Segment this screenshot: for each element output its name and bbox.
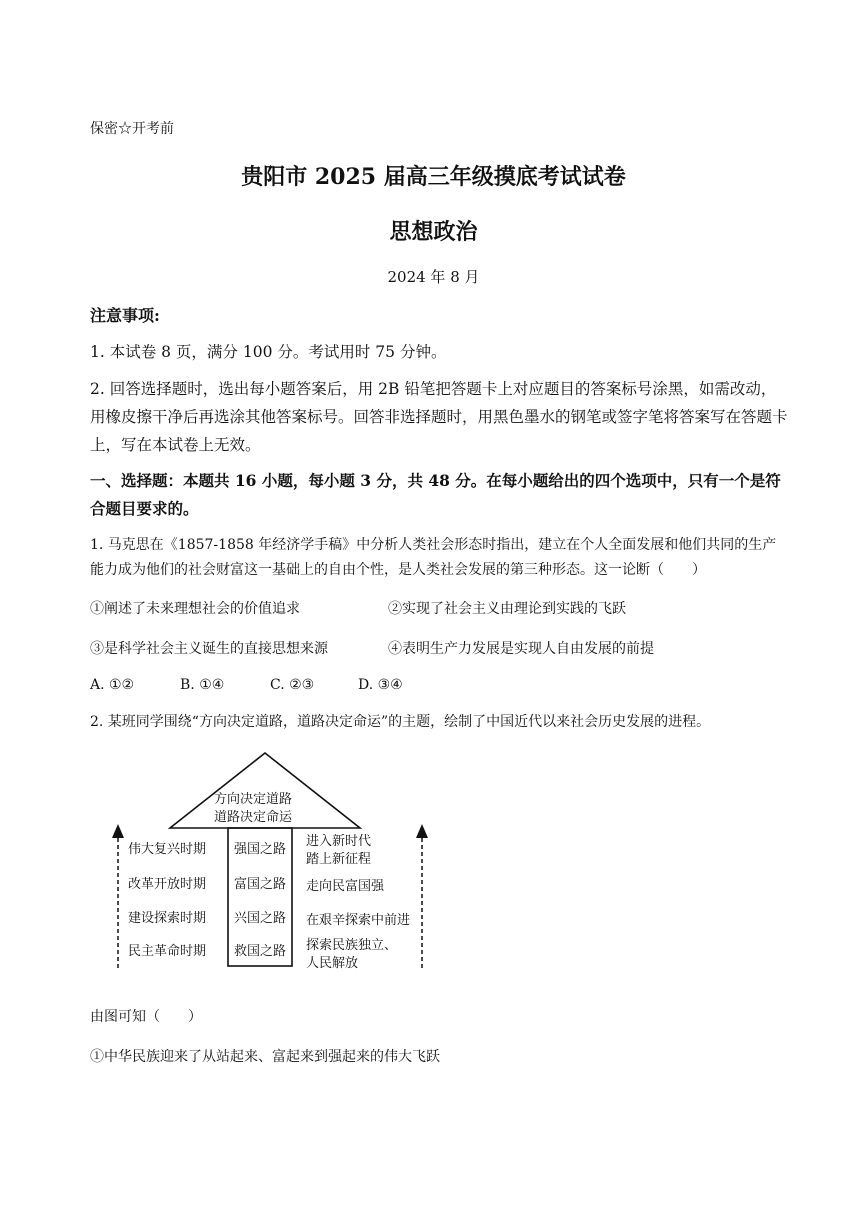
q1-option-4: ④表明生产力发展是实现人自由发展的前提 xyxy=(388,641,654,657)
q1-option-2: ②实现了社会主义由理论到实践的飞跃 xyxy=(388,601,626,617)
note-item-1: 1. 本试卷 8 页，满分 100 分。考试用时 75 分钟。 xyxy=(90,343,447,361)
exam-title: 贵阳市 2025 届高三年级摸底考试试卷 xyxy=(241,164,626,190)
period-3: 建设探索时期 xyxy=(128,911,207,926)
question-2-stem: 2. 某班同学围绕“方向决定道路，道路决定命运”的主题，绘制了中国近代以来社会历史发展的进程。 xyxy=(90,714,711,730)
q1-choice-a: A. ①② xyxy=(90,677,135,693)
history-diagram xyxy=(100,750,440,980)
q1-option-1: ①阐述了未来理想社会的价值追求 xyxy=(90,601,300,617)
exam-subject: 思想政治 xyxy=(389,219,478,245)
confidential-label: 保密☆开考前 xyxy=(90,121,174,137)
period-2: 改革开放时期 xyxy=(128,877,207,892)
road-4: 救国之路 xyxy=(234,944,287,959)
exam-date: 2024 年 8 月 xyxy=(387,268,480,286)
q1-choice-b: B. ①④ xyxy=(180,677,225,693)
road-1: 强国之路 xyxy=(234,842,287,857)
result-4a: 探索民族独立、 xyxy=(306,938,398,953)
section-heading: 一、选择题：本题共 16 小题，每小题 3 分，共 48 分。在每小题给出的四个选项中，只有一个是符合题目要求的。 xyxy=(90,471,781,518)
note-item-2: 2. 回答选择题时，选出每小题答案后，用 2B 铅笔把答题卡上对应题目的答案标号涂黑，如需改动，用橡皮擦干净后再选涂其他答案标号。回答非选择题时，用黑色墨水的钢笔或签字笔将答案写在答题卡上，写在本试卷上无效。 xyxy=(90,380,788,454)
question-1-stem: 1. 马克思在《1857-1858 年经济学手稿》中分析人类社会形态时指出，建立在个人全面发展和他们共同的生产能力成为他们的社会财富这一基础上的自由个性，是人类社会发展的第三种形态。这一论断（ ） xyxy=(90,537,777,578)
notes-heading: 注意事项: xyxy=(90,306,160,325)
road-2: 富国之路 xyxy=(234,877,287,892)
q1-choice-d: D. ③④ xyxy=(358,677,403,693)
result-2: 走向民富国强 xyxy=(306,879,385,894)
q2-option-1: ①中华民族迎来了从站起来、富起来到强起来的伟大飞跃 xyxy=(90,1049,440,1065)
roof-line-2: 道路决定命运 xyxy=(214,810,293,825)
result-3: 在艰辛探索中前进 xyxy=(306,913,411,928)
road-3: 兴国之路 xyxy=(234,911,287,926)
roof-line-1: 方向决定道路 xyxy=(214,792,293,807)
result-1b: 踏上新征程 xyxy=(306,852,372,867)
q1-option-3: ③是科学社会主义诞生的直接思想来源 xyxy=(90,641,328,657)
period-1: 伟大复兴时期 xyxy=(128,842,207,857)
result-4b: 人民解放 xyxy=(306,956,359,971)
q1-choice-c: C. ②③ xyxy=(270,677,315,693)
result-1a: 进入新时代 xyxy=(306,834,372,849)
q2-lead: 由图可知（ ） xyxy=(90,1009,202,1025)
period-4: 民主革命时期 xyxy=(128,944,207,959)
